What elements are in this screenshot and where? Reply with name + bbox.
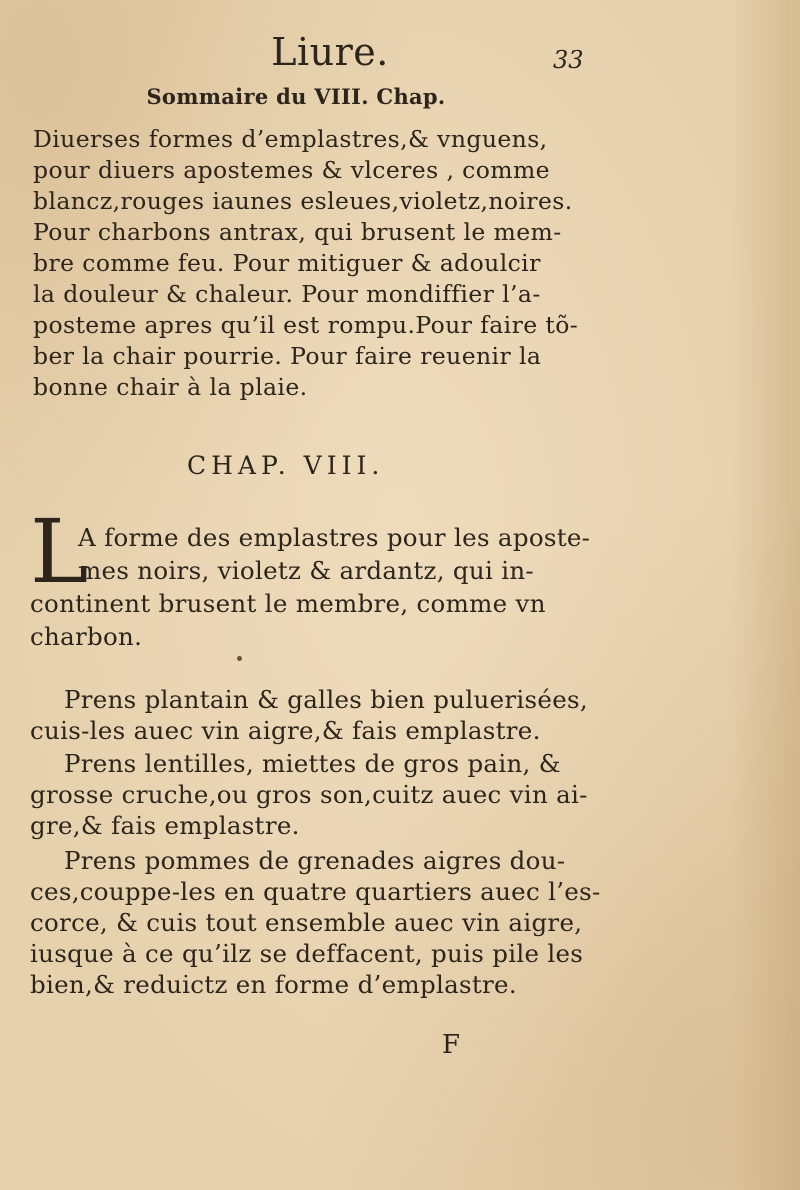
page-number: 33 xyxy=(553,46,584,74)
chapter-summary xyxy=(33,124,613,403)
signature-mark: F xyxy=(442,1030,461,1060)
recipe-line: iusque à ce qu’ilz se deffacent, puis pile les xyxy=(30,939,584,968)
opening-line: charbon. xyxy=(30,622,143,651)
drop-cap-initial: L xyxy=(30,500,89,603)
recipe-line: bien,& reduictz en forme d’emplastre. xyxy=(30,970,517,999)
summary-line: la douleur & chaleur. Pour mondiffier l’a- xyxy=(33,280,541,308)
summary-line: blancz,rouges iaunes esleues,violetz,noires. xyxy=(33,187,573,215)
recipe-line: grosse cruche,ou gros son,cuitz auec vin ai- xyxy=(30,780,588,809)
opening-line: mes noirs, violetz & ardantz, qui in- xyxy=(78,556,535,585)
ink-dot-ornament xyxy=(237,656,242,661)
summary-line: posteme apres qu’il est rompu.Pour faire tõ- xyxy=(33,311,579,339)
recipe-paragraph xyxy=(30,748,620,841)
summary-line: Pour charbons antrax, qui brusent le mem- xyxy=(33,218,562,246)
running-title: Liure. xyxy=(271,30,389,74)
summary-line: Diuerses formes d’emplastres,& vnguens, xyxy=(33,125,548,153)
recipe-line: Prens pommes de grenades aigres dou- xyxy=(64,846,566,875)
recipe-line: Prens plantain & galles bien puluerisées, xyxy=(64,685,588,714)
summary-line: ber la chair pourrie. Pour faire reuenir la xyxy=(33,342,542,370)
summary-line: bre comme feu. Pour mitiguer & adoulcir xyxy=(33,249,541,277)
opening-line: A forme des emplastres pour les aposte- xyxy=(78,523,591,552)
recipe-line: cuis-les auec vin aigre,& fais emplastre. xyxy=(30,716,541,745)
recipe-line: corce, & cuis tout ensemble auec vin aigre, xyxy=(30,908,583,937)
summary-line: pour diuers apostemes & vlceres , comme xyxy=(33,156,550,184)
recipe-paragraph xyxy=(30,845,620,1000)
recipe-paragraph xyxy=(30,684,620,746)
recipe-line: gre,& fais emplastre. xyxy=(30,811,300,840)
recipe-line: Prens lentilles, miettes de gros pain, & xyxy=(64,749,561,778)
chapter-opening-continuation xyxy=(30,587,620,653)
summary-line: bonne chair à la plaie. xyxy=(33,373,308,401)
page-edge-shadow xyxy=(730,0,800,1190)
chapter-heading: CHAP. VIII. xyxy=(187,451,385,480)
recipe-line: ces,couppe-les en quatre quartiers auec l’es- xyxy=(30,877,601,906)
opening-line: continent brusent le membre, comme vn xyxy=(30,589,546,618)
summary-heading: Sommaire du VIII. Chap. xyxy=(146,84,446,109)
chapter-opening xyxy=(78,521,618,587)
